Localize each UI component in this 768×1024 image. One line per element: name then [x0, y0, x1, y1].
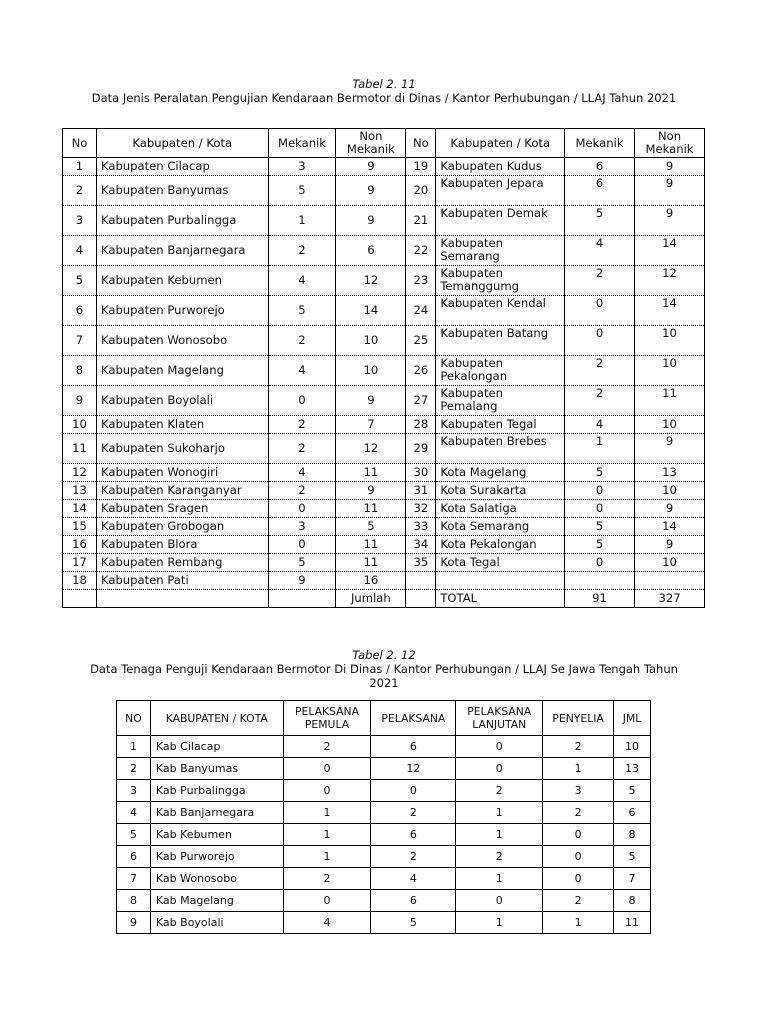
table1-cell: [96, 590, 268, 608]
table2-title: Data Tenaga Penguji Kendaraan Bermotor Di Dinas / Kantor Perhubungan / LLAJ Se Jawa Tengah Tahun 2021: [90, 662, 678, 690]
table1-cell: Kabupaten Pati: [96, 572, 268, 590]
table1-cell: 5: [565, 464, 635, 482]
table1-row: [63, 536, 705, 554]
table1-cell: Kabupaten Rembang: [96, 554, 268, 572]
table2-cell: 5: [614, 780, 651, 802]
table2-cell: Kab Kebumen: [150, 824, 283, 846]
table1-cell: 11: [63, 434, 97, 464]
table2-cell: 4: [117, 802, 151, 824]
table1-row: [63, 296, 705, 326]
table2-header-cell: PENYELIA: [543, 701, 614, 736]
table1-row: [63, 416, 705, 434]
table1-cell: Kabupaten Demak: [436, 206, 565, 236]
table1-cell: 2: [565, 266, 635, 296]
table1-cell: Kabupaten Temanggumg: [436, 266, 565, 296]
table2-cell: 1: [456, 868, 543, 890]
table1-cell: 23: [406, 266, 436, 296]
examiner-table: [116, 700, 651, 934]
table1-cell: 4: [565, 416, 635, 434]
table1-row: [63, 590, 705, 608]
table1-cell: 4: [268, 356, 336, 386]
table1-cell: 35: [406, 554, 436, 572]
table1-cell: 5: [268, 176, 336, 206]
table1-cell: 5: [268, 296, 336, 326]
table1-cell: Kabupaten Cilacap: [96, 158, 268, 176]
table1-row: [63, 326, 705, 356]
table2-cell: 1: [456, 824, 543, 846]
table1-cell: Kabupaten Wonosobo: [96, 326, 268, 356]
table2-cell: 1: [283, 824, 371, 846]
table2-row: [117, 824, 651, 846]
table1-cell: 2: [268, 434, 336, 464]
table1-cell: [565, 572, 635, 590]
table2-cell: 1: [543, 912, 614, 934]
table1-cell: 10: [635, 356, 705, 386]
table1-cell: 9: [63, 386, 97, 416]
table1-cell: 9: [336, 206, 406, 236]
table1-cell: 12: [635, 266, 705, 296]
table1-cell: 10: [336, 326, 406, 356]
table1-cell: Kabupaten Sukoharjo: [96, 434, 268, 464]
table2-cell: 6: [371, 890, 456, 912]
table1-cell: 5: [63, 266, 97, 296]
table2-cell: 0: [456, 758, 543, 780]
table2-cell: Kab Purbalingga: [150, 780, 283, 802]
table1-cell: Kabupaten Boyolali: [96, 386, 268, 416]
table2-cell: 5: [614, 846, 651, 868]
table1-cell: 1: [63, 158, 97, 176]
table2-cell: 0: [283, 758, 371, 780]
table1-cell: 7: [336, 416, 406, 434]
table1-cell: Kabupaten Kendal: [436, 296, 565, 326]
table1-cell: [406, 572, 436, 590]
table1-cell: 16: [336, 572, 406, 590]
table1-header-cell: Non Mekanik: [635, 129, 705, 158]
table1-cell: 9: [635, 434, 705, 464]
table1-cell: Kabupaten Purbalingga: [96, 206, 268, 236]
table1-cell: [635, 572, 705, 590]
table1-cell: [406, 590, 436, 608]
table2-cell: 0: [371, 780, 456, 802]
table1-cell: 11: [336, 464, 406, 482]
table1-cell: 14: [635, 296, 705, 326]
table1-cell: Kabupaten Blora: [96, 536, 268, 554]
table2-cell: 2: [456, 780, 543, 802]
table1-cell: Kabupaten Banyumas: [96, 176, 268, 206]
table1-cell: 34: [406, 536, 436, 554]
table2-row: [117, 736, 651, 758]
table2-cell: 0: [456, 736, 543, 758]
table1-cell: [63, 590, 97, 608]
table2-cell: 2: [371, 802, 456, 824]
table2-cell: 2: [543, 802, 614, 824]
table1-cell: 0: [565, 326, 635, 356]
table1-cell: 6: [565, 158, 635, 176]
table1-header-cell: Non Mekanik: [336, 129, 406, 158]
table1-cell: 0: [565, 554, 635, 572]
table2-number: Tabel 2. 12: [352, 648, 416, 662]
table2-cell: 2: [456, 846, 543, 868]
table2-cell: 1: [117, 736, 151, 758]
table1-cell: 5: [565, 518, 635, 536]
table1-cell: 28: [406, 416, 436, 434]
table1-cell: 26: [406, 356, 436, 386]
table1-cell: 14: [63, 500, 97, 518]
table2-cell: 2: [543, 890, 614, 912]
table2-row: [117, 758, 651, 780]
table1-cell: 327: [635, 590, 705, 608]
table1-cell: Kabupaten Tegal: [436, 416, 565, 434]
table2-cell: 5: [117, 824, 151, 846]
table1-header-cell: No: [406, 129, 436, 158]
table2-header-cell: PELAKSANA: [371, 701, 456, 736]
table1-cell: 2: [63, 176, 97, 206]
table2-cell: Kab Banyumas: [150, 758, 283, 780]
table1-cell: 9: [336, 176, 406, 206]
table2-cell: 8: [117, 890, 151, 912]
table1-cell: Kabupaten Pekalongan: [436, 356, 565, 386]
table1-cell: Kabupaten Sragen: [96, 500, 268, 518]
table1-cell: 3: [63, 206, 97, 236]
table1-row: [63, 464, 705, 482]
table1-cell: 9: [635, 158, 705, 176]
table2-cell: Kab Cilacap: [150, 736, 283, 758]
table2-row: [117, 912, 651, 934]
table1-cell: 32: [406, 500, 436, 518]
table1-cell: 5: [565, 206, 635, 236]
table1-cell: 0: [268, 386, 336, 416]
table1-cell: 9: [268, 572, 336, 590]
table1-cell: Kota Surakarta: [436, 482, 565, 500]
table2-cell: Kab Boyolali: [150, 912, 283, 934]
table1-cell: Kabupaten Purworejo: [96, 296, 268, 326]
table2-cell: 7: [614, 868, 651, 890]
table1-cell: 0: [565, 482, 635, 500]
table1-cell: 3: [268, 158, 336, 176]
table1-row: [63, 554, 705, 572]
table1-cell: Kabupaten Grobogan: [96, 518, 268, 536]
table1-cell: Kabupaten Klaten: [96, 416, 268, 434]
table2-cell: 0: [283, 780, 371, 802]
table1-row: [63, 236, 705, 266]
table1-cell: 7: [63, 326, 97, 356]
table2-cell: 2: [283, 868, 371, 890]
table1-cell: 10: [635, 416, 705, 434]
table1-cell: 33: [406, 518, 436, 536]
table1-cell: 24: [406, 296, 436, 326]
table1-cell: 12: [336, 266, 406, 296]
table1-cell: [436, 572, 565, 590]
table1-cell: 12: [336, 434, 406, 464]
table1-cell: Kabupaten Kudus: [436, 158, 565, 176]
table1-cell: Kota Tegal: [436, 554, 565, 572]
table2-cell: 3: [117, 780, 151, 802]
table2-cell: Kab Wonosobo: [150, 868, 283, 890]
table1-cell: 2: [268, 482, 336, 500]
table1-header-cell: No: [63, 129, 97, 158]
table2-cell: 13: [614, 758, 651, 780]
table1-cell: 11: [336, 500, 406, 518]
table1-row: [63, 176, 705, 206]
table2-cell: 5: [371, 912, 456, 934]
table1-cell: 19: [406, 158, 436, 176]
table2-header-cell: PELAKSANA LANJUTAN: [456, 701, 543, 736]
table1-row: [63, 434, 705, 464]
table1-cell: 29: [406, 434, 436, 464]
table1-cell: 14: [635, 518, 705, 536]
table1-cell: 10: [336, 356, 406, 386]
table2-cell: 0: [543, 868, 614, 890]
table1-cell: 10: [635, 554, 705, 572]
table1-cell: 2: [268, 326, 336, 356]
table2-row: [117, 846, 651, 868]
table2-cell: 4: [283, 912, 371, 934]
table2-header-cell: JML: [614, 701, 651, 736]
table1-cell: Kabupaten Semarang: [436, 236, 565, 266]
table1-cell: 2: [268, 416, 336, 434]
equipment-table: [62, 128, 705, 608]
table1-cell: 30: [406, 464, 436, 482]
table1-cell: 18: [63, 572, 97, 590]
table1-cell: Kota Magelang: [436, 464, 565, 482]
table1-cell: 0: [268, 536, 336, 554]
table2-cell: 6: [371, 824, 456, 846]
table1-cell: 14: [336, 296, 406, 326]
table1-cell: 10: [63, 416, 97, 434]
table2-cell: 9: [117, 912, 151, 934]
table1-cell: 6: [63, 296, 97, 326]
table1-cell: 6: [565, 176, 635, 206]
table1-cell: 4: [268, 266, 336, 296]
table1-cell: 9: [336, 386, 406, 416]
table1-cell: TOTAL: [436, 590, 565, 608]
table1-cell: 17: [63, 554, 97, 572]
table1-row: [63, 266, 705, 296]
table1-cell: Kabupaten Banjarnegara: [96, 236, 268, 266]
table1-cell: 12: [63, 464, 97, 482]
table2-cell: 4: [371, 868, 456, 890]
table1-cell: 0: [565, 500, 635, 518]
table1-cell: 9: [635, 206, 705, 236]
table2-header-cell: NO: [117, 701, 151, 736]
table1-cell: 2: [268, 236, 336, 266]
table2-cell: Kab Purworejo: [150, 846, 283, 868]
table1-row: [63, 386, 705, 416]
table1-cell: 10: [635, 482, 705, 500]
table1-cell: 1: [565, 434, 635, 464]
table1-cell: 16: [63, 536, 97, 554]
table2-cell: 2: [543, 736, 614, 758]
table1-header-cell: Kabupaten / Kota: [96, 129, 268, 158]
table1-cell: 3: [268, 518, 336, 536]
table1-cell: 20: [406, 176, 436, 206]
table1-row: [63, 518, 705, 536]
table2-cell: 10: [614, 736, 651, 758]
table1-title: Data Jenis Peralatan Pengujian Kendaraan Bermotor di Dinas / Kantor Perhubungan / LLAJ Tahun 2021: [91, 91, 677, 105]
table1-cell: Kabupaten Wonogiri: [96, 464, 268, 482]
table2-cell: 1: [456, 802, 543, 824]
table2-cell: 1: [283, 802, 371, 824]
table1-cell: 5: [565, 536, 635, 554]
table2-header-cell: KABUPATEN / KOTA: [150, 701, 283, 736]
table1-cell: Kota Salatiga: [436, 500, 565, 518]
table2-cell: 11: [614, 912, 651, 934]
table1-header-cell: Mekanik: [268, 129, 336, 158]
table2-cell: Kab Magelang: [150, 890, 283, 912]
table1-cell: 9: [635, 500, 705, 518]
table1-cell: 10: [635, 326, 705, 356]
table1-cell: 31: [406, 482, 436, 500]
table1-row: [63, 500, 705, 518]
table1-cell: 4: [63, 236, 97, 266]
table1-cell: 13: [63, 482, 97, 500]
table1-cell: Kabupaten Magelang: [96, 356, 268, 386]
table1-cell: Kabupaten Pemalang: [436, 386, 565, 416]
table2-cell: 0: [543, 846, 614, 868]
table1-cell: 4: [268, 464, 336, 482]
table1-cell: 13: [635, 464, 705, 482]
table2-cell: 12: [371, 758, 456, 780]
table1-cell: 0: [565, 296, 635, 326]
table1-cell: Kabupaten Kebumen: [96, 266, 268, 296]
table1-cell: 27: [406, 386, 436, 416]
table2-cell: 3: [543, 780, 614, 802]
table1-cell: 22: [406, 236, 436, 266]
table1-cell: 2: [565, 356, 635, 386]
table1-row: [63, 356, 705, 386]
table1-cell: 11: [336, 536, 406, 554]
table1-caption: [0, 77, 768, 105]
table2-cell: 1: [283, 846, 371, 868]
table1-cell: 11: [635, 386, 705, 416]
table1-cell: 11: [336, 554, 406, 572]
table1-cell: Kabupaten Batang: [436, 326, 565, 356]
table1-row: [63, 206, 705, 236]
table1-cell: 0: [268, 500, 336, 518]
table1-row: [63, 158, 705, 176]
table1-cell: Jumlah: [336, 590, 406, 608]
table2-cell: 0: [283, 890, 371, 912]
table2-cell: Kab Banjarnegara: [150, 802, 283, 824]
table1-cell: 6: [336, 236, 406, 266]
table2-header-cell: PELAKSANA PEMULA: [283, 701, 371, 736]
table2-cell: 6: [117, 846, 151, 868]
table2-row: [117, 802, 651, 824]
table1-cell: 9: [635, 176, 705, 206]
table1-cell: 1: [268, 206, 336, 236]
table1-cell: Kabupaten Jepara: [436, 176, 565, 206]
table1-header-cell: Kabupaten / Kota: [436, 129, 565, 158]
table2-cell: 2: [371, 846, 456, 868]
table1-cell: 5: [268, 554, 336, 572]
table1-cell: 21: [406, 206, 436, 236]
table1-cell: Kabupaten Karanganyar: [96, 482, 268, 500]
table1-cell: Kota Pekalongan: [436, 536, 565, 554]
table1-cell: 9: [336, 482, 406, 500]
table1-cell: [268, 590, 336, 608]
table1-cell: 25: [406, 326, 436, 356]
table2-cell: 7: [117, 868, 151, 890]
table1-cell: 91: [565, 590, 635, 608]
table1-header-cell: Mekanik: [565, 129, 635, 158]
table1-cell: 15: [63, 518, 97, 536]
table1-cell: 8: [63, 356, 97, 386]
table2-cell: 8: [614, 890, 651, 912]
table2-row: [117, 780, 651, 802]
table1-number: Tabel 2. 11: [352, 77, 416, 91]
table2-cell: 8: [614, 824, 651, 846]
table1-cell: Kabupaten Brebes: [436, 434, 565, 464]
table1-cell: 9: [635, 536, 705, 554]
table1-cell: 9: [336, 158, 406, 176]
table2-row: [117, 890, 651, 912]
table2-cell: 1: [456, 912, 543, 934]
table1-cell: 5: [336, 518, 406, 536]
table2-cell: 1: [543, 758, 614, 780]
table2-cell: 2: [283, 736, 371, 758]
table2-cell: 2: [117, 758, 151, 780]
table2-cell: 6: [614, 802, 651, 824]
table1-cell: Kota Semarang: [436, 518, 565, 536]
table2-caption: [0, 648, 768, 690]
table1-row: [63, 482, 705, 500]
table1-cell: 2: [565, 386, 635, 416]
table2-cell: 0: [456, 890, 543, 912]
table2-row: [117, 868, 651, 890]
table1-cell: 14: [635, 236, 705, 266]
table2-cell: 6: [371, 736, 456, 758]
table2-cell: 0: [543, 824, 614, 846]
table1-cell: 4: [565, 236, 635, 266]
table1-row: [63, 572, 705, 590]
